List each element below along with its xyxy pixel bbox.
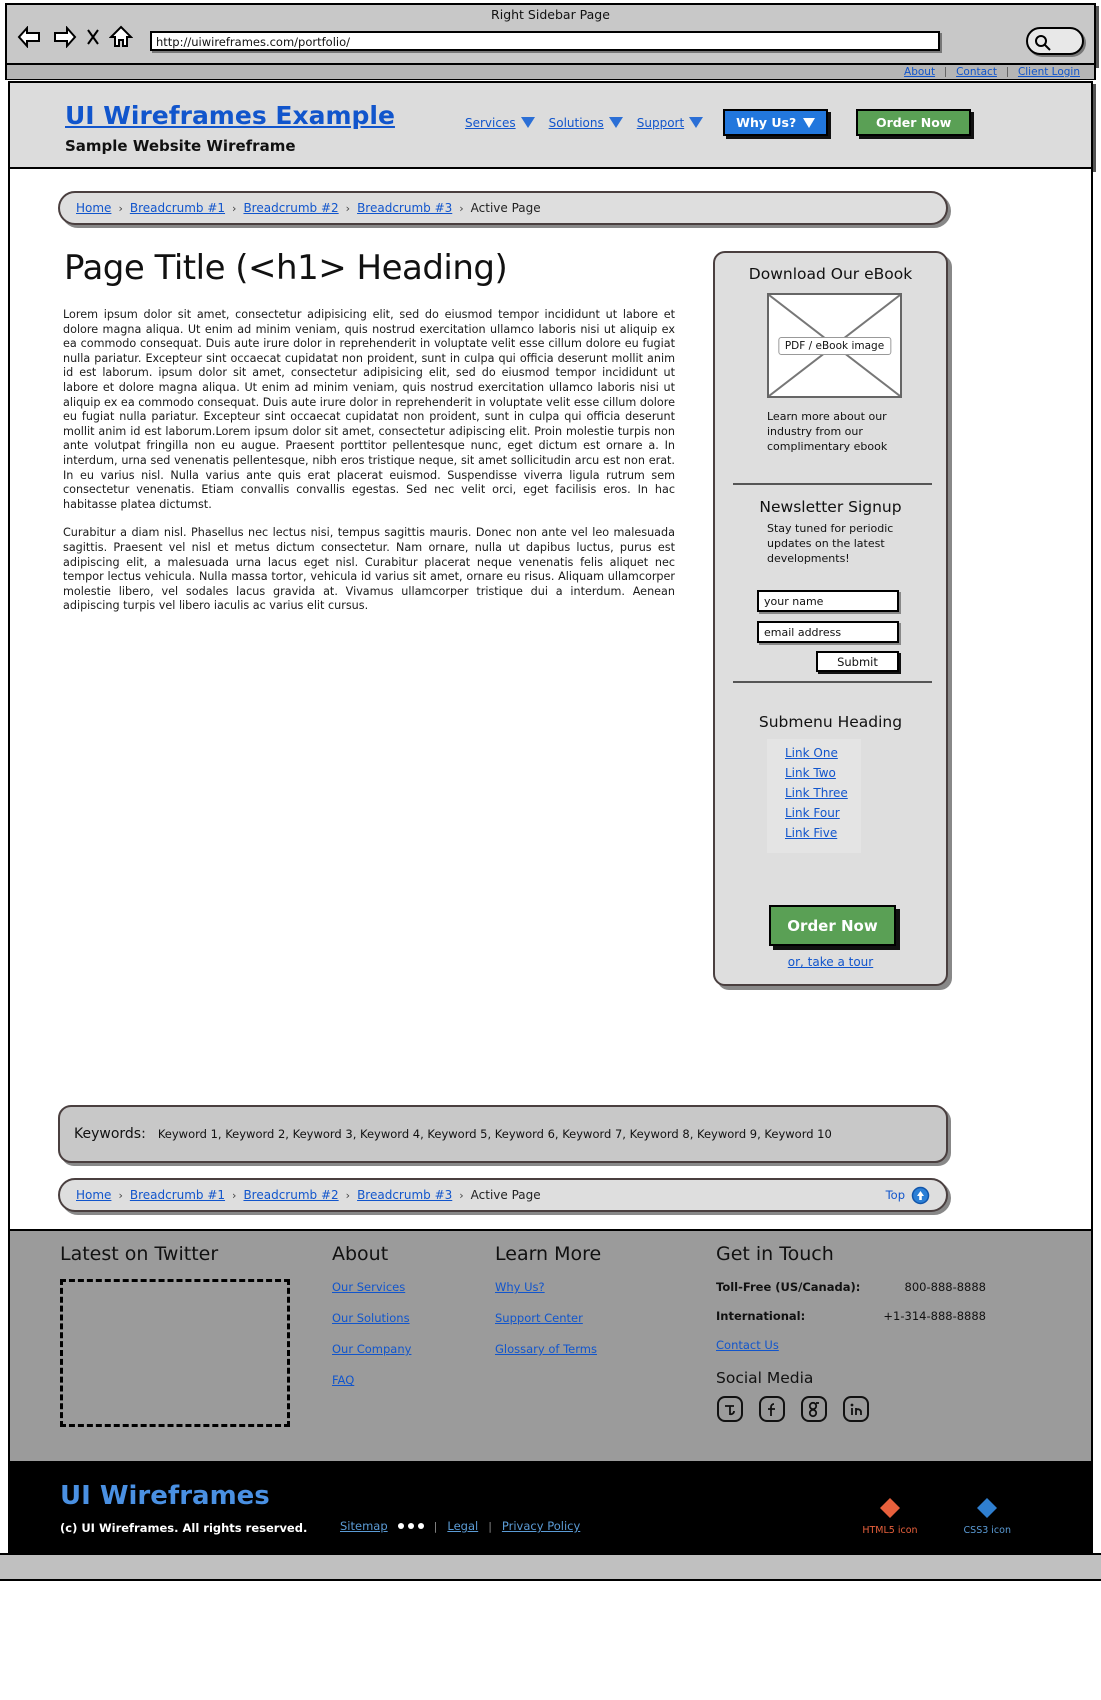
nav-item-support[interactable] xyxy=(637,116,703,130)
css3-badge xyxy=(964,1497,1011,1536)
newsletter-email-input[interactable]: email address xyxy=(757,621,899,643)
international-value: +1-314-888-8888 xyxy=(883,1309,986,1323)
utility-link-contact[interactable]: Contact xyxy=(946,67,1008,77)
browser-search-button[interactable] xyxy=(1026,27,1084,55)
top-label: Top xyxy=(885,1188,905,1202)
site-tagline: Sample Website Wireframe xyxy=(65,137,296,155)
breadcrumb-item-3[interactable]: Breadcrumb #3 xyxy=(357,201,453,215)
utility-link-about[interactable]: About xyxy=(894,67,946,77)
footer-col-twitter xyxy=(60,1243,218,1280)
back-to-top-link[interactable] xyxy=(886,1186,930,1205)
submenu-link-list xyxy=(767,739,861,853)
breadcrumb-bottom xyxy=(58,1178,948,1212)
nav-item-solutions[interactable] xyxy=(549,116,623,130)
why-us-button[interactable] xyxy=(723,109,828,136)
nav-item-services[interactable] xyxy=(465,116,535,130)
footer-link-contact-us[interactable]: Contact Us xyxy=(716,1338,779,1352)
newsletter-heading: Newsletter Signup xyxy=(759,498,902,516)
site-footer xyxy=(8,1229,1093,1461)
copyright-text: (c) UI Wireframes. All rights reserved. xyxy=(60,1521,308,1535)
html5-diamond-icon xyxy=(879,1497,901,1519)
chevron-down-icon xyxy=(521,117,535,128)
chevron-down-icon xyxy=(609,117,623,128)
breadcrumb-separator: › xyxy=(345,1188,351,1202)
css3-diamond-icon xyxy=(976,1497,998,1519)
bottom-link-legal[interactable]: Legal xyxy=(447,1519,479,1533)
contact-row-tollfree xyxy=(716,1280,986,1294)
bottom-link-sitemap[interactable]: Sitemap xyxy=(340,1519,388,1533)
back-arrow-icon[interactable] xyxy=(17,26,43,48)
keywords-list: Keyword 1, Keyword 2, Keyword 3, Keyword 4, Keyword 5, Keyword 6, Keyword 7, Keyword 8, Keyword 9, Keyword 10 xyxy=(157,1127,832,1141)
css3-label: CSS3 icon xyxy=(963,1525,1011,1536)
footer-heading-learn-more: Learn More xyxy=(495,1243,602,1265)
page-title: Page Title (<h1> Heading) xyxy=(64,248,508,288)
ebook-image-caption: PDF / eBook image xyxy=(778,337,891,355)
breadcrumb-separator: › xyxy=(345,201,351,215)
footer-col-learn-more xyxy=(495,1243,601,1373)
utility-nav xyxy=(5,65,1096,80)
breadcrumb-top xyxy=(58,191,948,225)
bottom-logo: UI Wireframes xyxy=(60,1481,270,1511)
ebook-image-placeholder xyxy=(767,293,902,398)
chevron-down-icon xyxy=(689,117,703,128)
ellipsis-dots-icon xyxy=(398,1523,424,1529)
footer-link-faq[interactable]: FAQ xyxy=(332,1373,355,1387)
newsletter-submit-button[interactable]: Submit xyxy=(816,651,899,672)
google-plus-icon[interactable] xyxy=(800,1395,828,1427)
tollfree-value: 800-888-8888 xyxy=(904,1280,986,1294)
international-label: International: xyxy=(716,1309,806,1323)
utility-link-client-login[interactable]: Client Login xyxy=(1017,66,1080,78)
bottom-bar xyxy=(8,1461,1093,1553)
footer-link-why-us[interactable]: Why Us? xyxy=(495,1280,545,1294)
url-input[interactable]: http://uiwireframes.com/portfolio/ xyxy=(150,31,940,51)
footer-link-our-solutions[interactable]: Our Solutions xyxy=(332,1311,410,1325)
sidebar-divider-2 xyxy=(733,681,932,683)
social-media-icons xyxy=(716,1395,986,1427)
keywords-label: Keywords: xyxy=(74,1126,146,1142)
body-paragraph-2: Curabitur a diam nisl. Phasellus nec lectus nisi, tempus sagittis mauris. Donec non ante vel leo malesuada sagittis. Praesent vel nisl et metus dictum consectetur. Nam ornare, nulla ut dapibus luctus, purus est adipiscing elit, a malesuada urna lacus eget nisl. Curabitur placerat neque venenatis felis aliquet nec tempor lectus vehicula. Nulla massa tortor, vehicula id varius sit amet, ornare eu risus. Aliquam ullamcorper molestie libero, vel sodales lacus gravida at. Vivamus ullamcorper tristique dui a interdum. Aenean adipiscing turpis vel libero iaculis ac varius elit cursus. xyxy=(63,526,675,613)
bottom-link-privacy[interactable]: Privacy Policy xyxy=(501,1519,581,1533)
sidebar-order-now-button[interactable] xyxy=(769,905,896,946)
nav-label: Support xyxy=(636,115,685,130)
page-bottom-edge xyxy=(0,1671,1101,1700)
breadcrumb-item-3[interactable]: Breadcrumb #3 xyxy=(357,1188,453,1202)
submenu-heading: Submenu Heading xyxy=(758,713,903,731)
take-a-tour-link[interactable]: or, take a tour xyxy=(787,955,874,969)
footer-link-glossary[interactable]: Glossary of Terms xyxy=(495,1342,597,1356)
footer-heading-twitter: Latest on Twitter xyxy=(60,1243,219,1265)
twitter-feed-placeholder xyxy=(60,1279,290,1427)
home-icon[interactable] xyxy=(109,25,133,49)
footer-link-support-center[interactable]: Support Center xyxy=(495,1311,583,1325)
breadcrumb-separator: › xyxy=(459,201,464,215)
breadcrumb-separator: › xyxy=(459,1188,464,1202)
nav-label: Solutions xyxy=(548,115,604,130)
footer-heading-about: About xyxy=(332,1243,389,1265)
forward-arrow-icon[interactable] xyxy=(51,26,77,48)
sidebar-divider-1 xyxy=(733,483,932,485)
ebook-heading: Download Our eBook xyxy=(748,265,913,283)
right-sidebar xyxy=(713,251,948,986)
footer-col-contact xyxy=(716,1243,986,1427)
footer-link-our-company[interactable]: Our Company xyxy=(332,1342,412,1356)
submenu-link-four[interactable]: Link Four xyxy=(785,806,840,820)
breadcrumb-item-home[interactable]: Home xyxy=(76,201,112,215)
linkedin-icon[interactable] xyxy=(842,1395,870,1427)
breadcrumb-item-active: Active Page xyxy=(470,1188,541,1202)
footer-col-about xyxy=(332,1243,411,1404)
breadcrumb-separator: › xyxy=(232,201,237,215)
order-now-label: Order Now xyxy=(876,115,952,130)
site-header xyxy=(8,81,1093,169)
why-us-label: Why Us? xyxy=(736,115,797,130)
breadcrumb-item-home[interactable]: Home xyxy=(76,1188,112,1202)
social-media-heading: Social Media xyxy=(716,1369,814,1387)
html5-badge xyxy=(862,1497,917,1536)
breadcrumb-item-2[interactable]: Breadcrumb #2 xyxy=(243,201,339,215)
stop-x-icon[interactable] xyxy=(85,27,101,47)
tollfree-label: Toll-Free (US/Canada): xyxy=(716,1280,861,1294)
browser-scroll-strip[interactable] xyxy=(0,1553,1101,1581)
browser-nav-icons xyxy=(17,25,133,49)
breadcrumb-item-1[interactable]: Breadcrumb #1 xyxy=(129,201,226,215)
newsletter-name-input[interactable]: your name xyxy=(757,590,899,612)
ebook-description: Learn more about our industry from our complimentary ebook xyxy=(767,410,888,453)
main-body-copy xyxy=(63,308,675,614)
footer-heading-contact: Get in Touch xyxy=(716,1243,834,1265)
breadcrumb-separator: › xyxy=(118,201,123,215)
newsletter-description: Stay tuned for periodic updates on the latest developments! xyxy=(767,522,894,565)
breadcrumb-separator: › xyxy=(232,1188,237,1202)
arrow-up-circle-icon xyxy=(911,1186,930,1205)
browser-chrome xyxy=(5,3,1096,65)
breadcrumb-item-1[interactable]: Breadcrumb #1 xyxy=(129,1188,226,1202)
bottom-links xyxy=(340,1519,580,1533)
search-icon xyxy=(1034,34,1052,52)
link-divider: | xyxy=(433,1519,438,1533)
submenu-link-three[interactable]: Link Three xyxy=(785,786,848,800)
html5-label: HTML5 icon xyxy=(862,1525,918,1536)
submenu-link-five[interactable]: Link Five xyxy=(785,826,838,840)
keywords-bar xyxy=(58,1105,948,1163)
main-navigation xyxy=(465,109,971,136)
nav-label: Services xyxy=(465,115,516,130)
window-title: Right Sidebar Page xyxy=(491,7,610,22)
facebook-icon[interactable] xyxy=(758,1395,786,1427)
header-order-now-button[interactable] xyxy=(856,109,971,136)
footer-link-our-services[interactable]: Our Services xyxy=(332,1280,406,1294)
submenu-link-two[interactable]: Link Two xyxy=(785,766,836,780)
breadcrumb-separator: › xyxy=(118,1188,123,1202)
contact-row-international xyxy=(716,1309,986,1323)
body-paragraph-1: Lorem ipsum dolor sit amet, consectetur adipisicing elit, sed do eiusmod tempor incididunt ut labore et dolore magna aliqua. Ut enim ad minim veniam, quis nostrud exercitation ullamco laboris nisi ut aliquip ex ea commodo consequat. Duis aute irure dolor in reprehenderit in voluptate velit esse cillum dolore eu fugiat nulla pariatur. Excepteur sint occaecat cupidatat non proident, sunt in culpa qui officia deserunt mollit anim id est laborum. ipsum dolor sit amet, consectetur adipisicing elit, sed do eiusmod tempor incididunt ut labore et dolore magna aliqua. Ut enim ad minim veniam, quis nostrud exercitation ullamco laboris nisi ut aliquip ex ea commodo consequat. Duis aute irure dolor in reprehenderit in voluptate velit esse cillum dolore eu fugiat nulla pariatur. Excepteur sint occaecat cupidatat non proident, sunt in culpa qui officia deserunt mollit anim id est laborum.Lorem ipsum dolor sit amet, consectetur adipiscing elit. Proin molestie turpis non ante volutpat fringilla non eu augue. Praesent porttitor pellentesque nunc, eget dictum est ornare a. In interdum, urna sed venenatis pellentesque, nibh eros tristique neque, sit amet sollicitudin arcu est non erat. In eu varius nisl. Nulla varius ante quis erat placerat euismod. Suspendisse viverra ligula rutrum sem consectetur venenatis. Etiam convallis convallis egestas. Sed nec velit orci, eget facilisis eros. In hac habitasse platea dictumst. xyxy=(63,308,675,511)
site-logo[interactable]: UI Wireframes Example xyxy=(65,101,395,130)
breadcrumb-item-active: Active Page xyxy=(470,201,541,215)
chevron-down-icon xyxy=(803,118,815,128)
breadcrumb-item-2[interactable]: Breadcrumb #2 xyxy=(243,1188,339,1202)
twitter-icon[interactable] xyxy=(716,1395,744,1427)
submenu-link-one[interactable]: Link One xyxy=(785,746,838,760)
tech-badges xyxy=(862,1497,1011,1536)
sidebar-order-label: Order Now xyxy=(787,916,878,935)
link-divider: | xyxy=(488,1519,492,1533)
